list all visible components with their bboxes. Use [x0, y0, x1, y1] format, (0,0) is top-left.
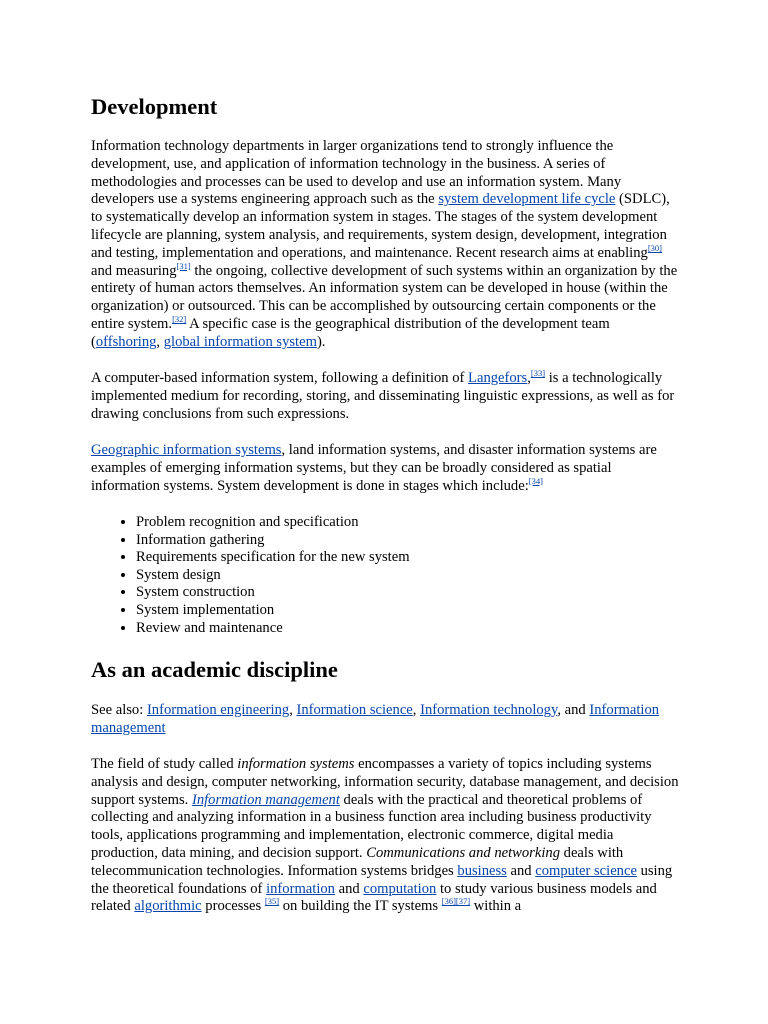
link-business[interactable]: business [457, 862, 507, 879]
text-run: deals with the practical and theoretical problems of collecting and analyzing information in a business function area including business productivity tools, applications programming and implementation, electronic commerce, digital media production, data mining, and decision support. [91, 791, 652, 861]
text-run: , [412, 702, 421, 718]
text-run: ). [316, 333, 326, 350]
section-heading-academic-discipline: As an academic discipline [91, 657, 338, 682]
link-algorithmic[interactable]: algorithmic [134, 898, 202, 915]
paragraph-development-intro [91, 138, 681, 352]
link-information-science[interactable]: Information science [296, 702, 413, 718]
emphasis-communications-networking: Communications and networking [366, 844, 560, 861]
text-run: the ongoing, collective development of such systems within an organization by the entirety of human actors themselves. An information system can be developed in house (within the organization) or outsourced. This can be accomplished by outsourcing certain components or the entire system. [91, 262, 678, 332]
list-item: • System construction [136, 584, 681, 602]
stages-list-container [91, 514, 681, 637]
emphasis-information-systems: information systems [237, 756, 355, 772]
see-also-note [91, 702, 681, 738]
citation-31[interactable]: [31] [176, 260, 191, 271]
citation-30[interactable]: [30] [647, 242, 662, 253]
text-run: and measuring [91, 262, 177, 279]
link-computer-science[interactable]: computer science [535, 862, 637, 879]
list-item: • Information gathering [136, 532, 681, 550]
text-run: Information technology departments in larger organizations tend to strongly influence the development, use, and application of information technology in the business. A series of methodologies and processes can be used to develop and use an information system. Many developers use a systems engineering approach such as the [91, 138, 622, 208]
text-run: A specific case is the geographical distribution of the development team ( [91, 315, 610, 350]
text-run: is a technologically implemented medium for recording, storing, and disseminating linguistic expressions, as well as for drawing conclusions from such expressions. [91, 370, 675, 422]
list-item: • System implementation [136, 602, 681, 620]
see-also-label: See also: [91, 702, 147, 718]
text-run: , [527, 370, 531, 386]
text-run: , and [557, 702, 590, 718]
text-run: on building the IT systems [279, 898, 442, 915]
text-run: (SDLC), to systematically develop an information system in stages. The stages of the system development lifecycle are planning, system analysis, and requirements, system design, development, integration and testing, implementation and operations, and maintenance. Recent research aims at enabling [91, 191, 670, 261]
paragraph-langefors-definition [91, 370, 681, 423]
link-offshoring[interactable]: offshoring [95, 333, 157, 350]
link-geographic-information-systems[interactable]: Geographic information systems [91, 442, 282, 458]
link-information-management-inline[interactable]: Information management [191, 791, 340, 808]
paragraph-field-of-study [91, 756, 681, 916]
text-run: , [289, 702, 297, 718]
text-run: A computer-based information system, following a definition of [91, 370, 469, 386]
text-run: , land information systems, and disaster information systems are examples of emerging information systems, but they can be broadly considered as spatial information systems. System development is done in stages which include: [91, 442, 657, 494]
text-run: processes [201, 898, 265, 915]
text-run: , [156, 333, 164, 350]
text-run: and [334, 880, 364, 897]
paragraph-spatial-systems [91, 442, 681, 495]
link-information-management[interactable]: Information management [91, 702, 660, 736]
text-run: encompasses a variety of topics including systems analysis and design, computer networking, information security, database management, and decision support systems. [91, 756, 679, 808]
link-langefors[interactable]: Langefors [468, 370, 528, 386]
citation-35[interactable]: [35] [264, 896, 280, 907]
section-heading-development: Development [91, 94, 218, 119]
link-computation[interactable]: computation [363, 880, 437, 897]
text-run: using the theoretical foundations of [91, 862, 673, 897]
citation-33[interactable]: [33] [530, 368, 546, 378]
text-run: deals with telecommunication technologies. Information systems bridges [91, 844, 624, 879]
link-system-development-life-cycle[interactable]: system development life cycle [438, 191, 616, 208]
citation-34[interactable]: [34] [528, 475, 543, 486]
citation-32[interactable]: [32] [172, 313, 187, 324]
list-item: • System design [136, 567, 681, 585]
link-information[interactable]: information [266, 880, 335, 897]
text-run: The field of study called [91, 756, 238, 772]
list-item: • Problem recognition and specification [136, 514, 681, 532]
citation-36-37[interactable]: [36][37] [441, 896, 471, 907]
link-information-technology[interactable]: Information technology [420, 702, 558, 718]
text-run: to study various business models and related [91, 880, 657, 915]
list-item: • Requirements specification for the new system [136, 549, 681, 567]
link-information-engineering[interactable]: Information engineering [146, 702, 290, 718]
link-global-information-system[interactable]: global information system [163, 333, 317, 350]
list-item: • Review and maintenance [136, 620, 681, 638]
text-run: within a [470, 898, 522, 915]
text-run: and [506, 862, 536, 879]
development-stages-list [91, 514, 681, 637]
